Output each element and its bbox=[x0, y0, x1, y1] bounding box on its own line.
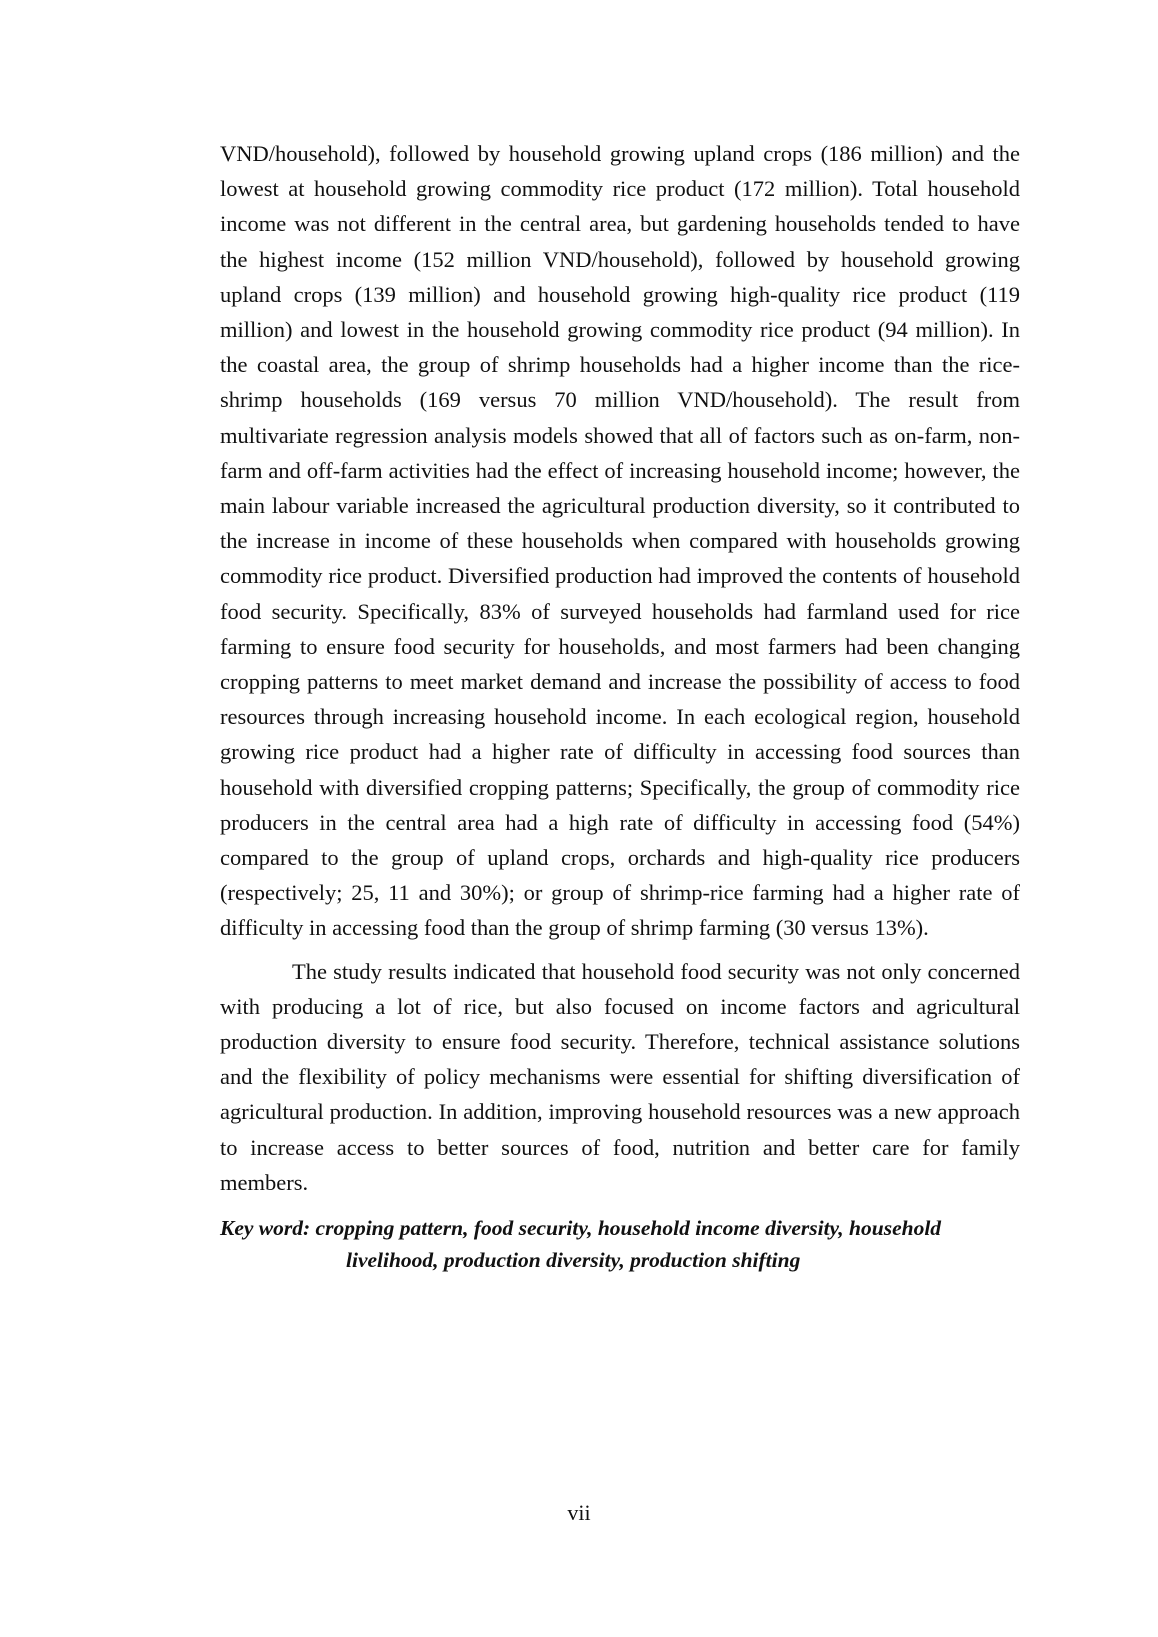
page-number: vii bbox=[567, 1500, 591, 1525]
paragraph-income-results: VND/household), followed by household growing upland crops (186 million) and the lowest at household growing commodity rice product (172 million). Total household income was not different in the central area, but gardening households tended to have the highest income (152 million VND/household), followed by household growing upland crops (139 million) and household growing high-quality rice product (119 million) and lowest in the household growing commodity rice product (94 million). In the coastal area, the group of shrimp households had a higher income than the rice-shrimp households (169 versus 70 million VND/household). The result from multivariate regression analysis models showed that all of factors such as on-farm, non-farm and off-farm activities had the effect of increasing household income; however, the main labour variable increased the agricultural production diversity, so it contributed to the increase in income of these households when compared with households growing commodity rice product. Diversified production had improved the contents of household food security. Specifically, 83% of surveyed households had farmland used for rice farming to ensure food security for households, and most farmers had been changing cropping patterns to meet market demand and increase the possibility of access to food resources through increasing household income. In each ecological region, household growing rice product had a higher rate of difficulty in accessing food sources than household with diversified cropping patterns; Specifically, the group of commodity rice producers in the central area had a high rate of difficulty in accessing food (54%) compared to the group of upland crops, orchards and high-quality rice producers (respectively; 25, 11 and 30%); or group of shrimp-rice farming had a higher rate of difficulty in accessing food than the group of shrimp farming (30 versus 13%). bbox=[220, 141, 1020, 941]
paragraph-conclusion: The study results indicated that household food security was not only concerned with producing a lot of rice, but also focused on income factors and agricultural production diversity to ensure food security. Therefore, technical assistance solutions and the flexibility of policy mechanisms were essential for shifting diversification of agricultural production. In addition, improving household resources was a new approach to increase access to better sources of food, nutrition and better care for family members. bbox=[220, 958, 1020, 1195]
keywords-line-2: livelihood, production diversity, production shifting bbox=[346, 1248, 801, 1273]
keywords bbox=[220, 1212, 1020, 1276]
keywords-line-1: Key word: cropping pattern, food security, household income diversity, household bbox=[220, 1216, 942, 1241]
abstract-body bbox=[220, 136, 1020, 1276]
